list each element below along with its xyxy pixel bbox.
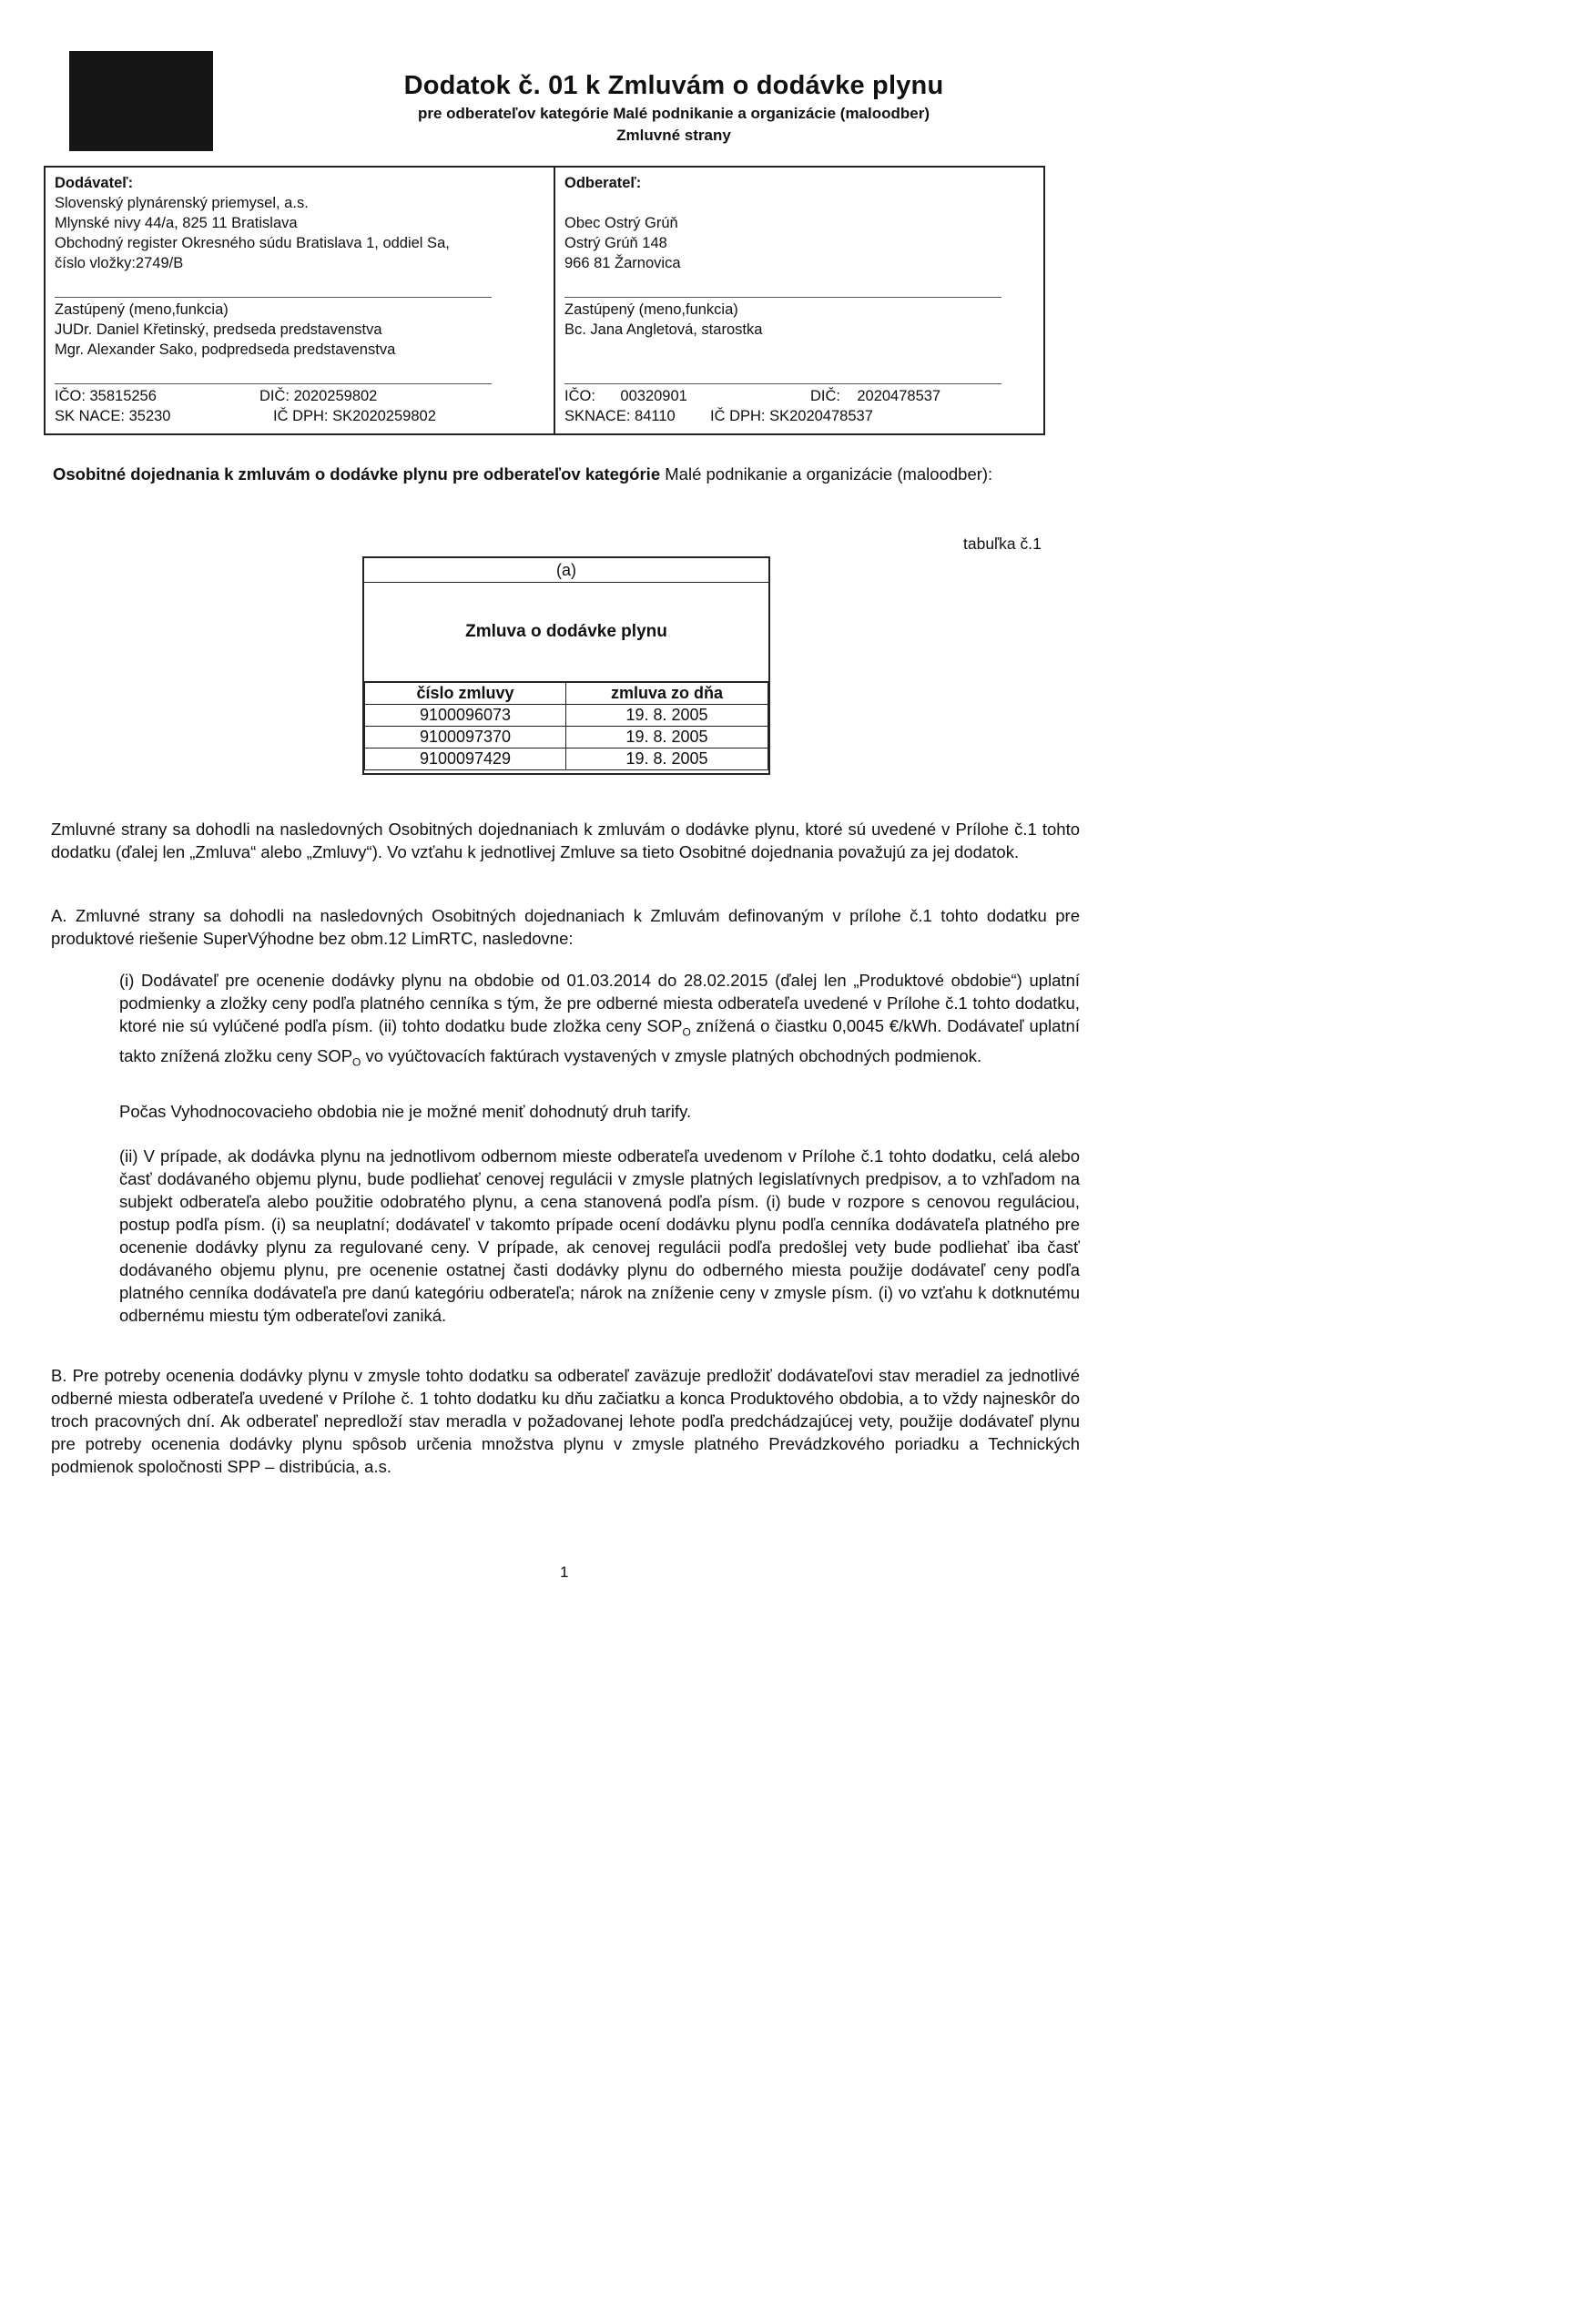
document-header <box>346 71 1001 145</box>
parties-divider <box>554 168 555 433</box>
supplier-line: Obchodný register Okresného súdu Bratislava 1, oddiel Sa, <box>55 235 450 251</box>
table-caption: (a) <box>364 558 768 583</box>
paragraph-a-ii: (ii) V prípade, ak dodávka plynu na jednotlivom odbernom mieste odberateľa uvedenom v Prílohe č.1 tohto dodatku, celá alebo časť dodávaného objemu plynu, bude podliehať cenovej regulácii v zmysle platných legislatívnych predpisov, a to vzhľadom na subjekt odberateľa alebo použitie odobratého plynu, a cena stanovená podľa písm. (i) bude v rozpore s cenovou reguláciou, postup podľa písm. (i) sa neuplatní; dodávateľ v takomto prípade ocení dodávku plynu podľa cenníka dodávateľa platného pre ocenenie dodávky plynu za regulované ceny. V prípade, ak cenovej regulácii podľa predošlej vety bude podliehať iba časť dodávaného objemu plynu, pre ocenenie ostatnej časti dodávky plynu do odberného miesta použije dodávateľ ceny podľa platného cenníka dodávateľa pre danú kategóriu odberateľa; nárok na zníženie ceny v zmysle písm. (i) vo vzťahu k dotknutému odbernému miestu tým odberateľovi zaniká. <box>119 1146 1080 1325</box>
customer-line: 966 81 Žarnovica <box>564 255 681 271</box>
parties-box <box>44 166 1045 435</box>
page-number: 1 <box>560 1563 569 1581</box>
parties-heading: Zmluvné strany <box>616 127 731 144</box>
subscript: O <box>682 1025 691 1039</box>
supplier-column <box>55 173 546 426</box>
document-subtitle: pre odberateľov kategórie Malé podnikanie a organizácie (maloodber) <box>417 105 930 122</box>
supplier-line: Slovenský plynárenský priemysel, a.s. <box>55 195 309 211</box>
contract-date: 19. 8. 2005 <box>566 727 768 749</box>
supplier-line: Mlynské nivy 44/a, 825 11 Bratislava <box>55 215 298 231</box>
table-title: Zmluva o dodávke plynu <box>465 622 667 641</box>
paragraph-agreement: Zmluvné strany sa dohodli na nasledovných Osobitných dojednaniach k zmluvám o dodávke plynu, ktoré sú uvedené v Prílohe č.1 tohto dodatku (ďalej len „Zmluva“ alebo „Zmluvy“). Vo vzťahu k jednotlivej Zmluve sa tieto Osobitné dojednania považujú za jej dodatok. <box>51 820 1080 861</box>
paragraph-a: A. Zmluvné strany sa dohodli na nasledovných Osobitných dojednaniach k Zmluvám definovaným v prílohe č.1 tohto dodatku pre produktové riešenie SuperVýhodne bez obm.12 LimRTC, nasledovne: <box>51 906 1080 948</box>
customer-line: Obec Ostrý Grúň <box>564 215 678 231</box>
supplier-ico: IČO: 35815256 <box>55 388 157 404</box>
supplier-dic: DIČ: 2020259802 <box>259 388 378 404</box>
intro-rest: Malé podnikanie a organizácie (maloodber): <box>660 464 993 484</box>
column-header: číslo zmluvy <box>365 682 566 705</box>
supplier-nace: SK NACE: 35230 <box>55 408 171 424</box>
table-row <box>365 705 768 727</box>
customer-line: Ostrý Grúň 148 <box>564 235 667 251</box>
customer-nace: SKNACE: 84110 <box>564 408 676 424</box>
paragraph-text: znížená o čiastku 0,0045 €/kWh. Dodávateľ uplatní takto znížená zložku ceny SOP <box>119 1016 1080 1065</box>
supplier-rep-heading: Zastúpený (meno,funkcia) <box>55 301 229 318</box>
customer-ico: IČO: 00320901 <box>564 388 687 404</box>
subscript: O <box>352 1055 361 1069</box>
supplier-icdph: IČ DPH: SK2020259802 <box>273 408 436 424</box>
contract-date: 19. 8. 2005 <box>566 705 768 727</box>
customer-rep: Bc. Jana Angletová, starostka <box>564 321 763 338</box>
contract-number: 9100097370 <box>365 727 566 749</box>
supplier-heading: Dodávateľ: <box>55 175 134 191</box>
supplier-rep: JUDr. Daniel Křetinský, predseda predstavenstva <box>55 321 382 338</box>
contract-date: 19. 8. 2005 <box>566 749 768 770</box>
document-title: Dodatok č. 01 k Zmluvám o dodávke plynu <box>403 71 944 100</box>
table-row <box>365 727 768 749</box>
column-header: zmluva zo dňa <box>566 682 768 705</box>
divider-line <box>55 383 492 384</box>
divider-line <box>564 297 1001 298</box>
contract-number: 9100097429 <box>365 749 566 770</box>
divider-line <box>564 383 1001 384</box>
paragraph-tariff: Počas Vyhodnocovacieho obdobia nie je možné meniť dohodnutý druh tarify. <box>119 1102 692 1121</box>
table-label: tabuľka č.1 <box>963 535 1042 553</box>
paragraph-text: (i) Dodávateľ pre ocenenie dodávky plynu na obdobie od 01.03.2014 do 28.02.2015 (ďalej len „Produktové obdobie“) uplatní podmienky a zložky ceny podľa platného cenníka s tým, že pre odberné miesta odberateľa uvedené v Prílohe č.1 tohto dodatku, ktoré nie sú vylúčené podľa písm. (ii) tohto dodatku bude zložka ceny SOP <box>119 971 1080 1035</box>
paragraph-text: vo vyúčtovacích faktúrach vystavených v zmysle platných obchodných podmienok. <box>361 1045 982 1065</box>
paragraph-a-i <box>119 969 1080 1074</box>
intro-paragraph <box>53 463 1082 485</box>
intro-bold: Osobitné dojednania k zmluvám o dodávke plynu pre odberateľov kategórie <box>53 464 661 484</box>
supplier-line: číslo vložky:2749/B <box>55 255 184 271</box>
customer-column <box>564 173 1038 426</box>
table-header-row <box>365 682 768 705</box>
customer-icdph: IČ DPH: SK2020478537 <box>710 408 873 424</box>
supplier-rep: Mgr. Alexander Sako, podpredseda predstavenstva <box>55 341 396 358</box>
paragraph-b: B. Pre potreby ocenenia dodávky plynu v zmysle tohto dodatku sa odberateľ zaväzuje predložiť dodávateľovi stav meradiel za jednotlivé odberné miesta odberateľa uvedené v Prílohe č. 1 tohto dodatku ku dňu začiatku a konca Produktového obdobia, a to vždy najneskôr do troch pracovných dní. Ak odberateľ nepredloží stav meradla v požadovanej lehote podľa predchádzajúcej vety, použije dodávateľ plynu pre potreby ocenenia dodávky plynu spôsob určenia množstva plynu v zmysle platného Prevádzkového poriadku a Technických podmienok spoločnosti SPP – distribúcia, a.s. <box>51 1366 1080 1476</box>
divider-line <box>55 297 492 298</box>
customer-dic: DIČ: 2020478537 <box>810 388 941 404</box>
customer-heading: Odberateľ: <box>564 175 642 191</box>
table-row <box>365 749 768 770</box>
contract-number: 9100096073 <box>365 705 566 727</box>
redacted-logo <box>69 51 213 151</box>
contracts-table <box>362 556 770 775</box>
customer-rep-heading: Zastúpený (meno,funkcia) <box>564 301 738 318</box>
